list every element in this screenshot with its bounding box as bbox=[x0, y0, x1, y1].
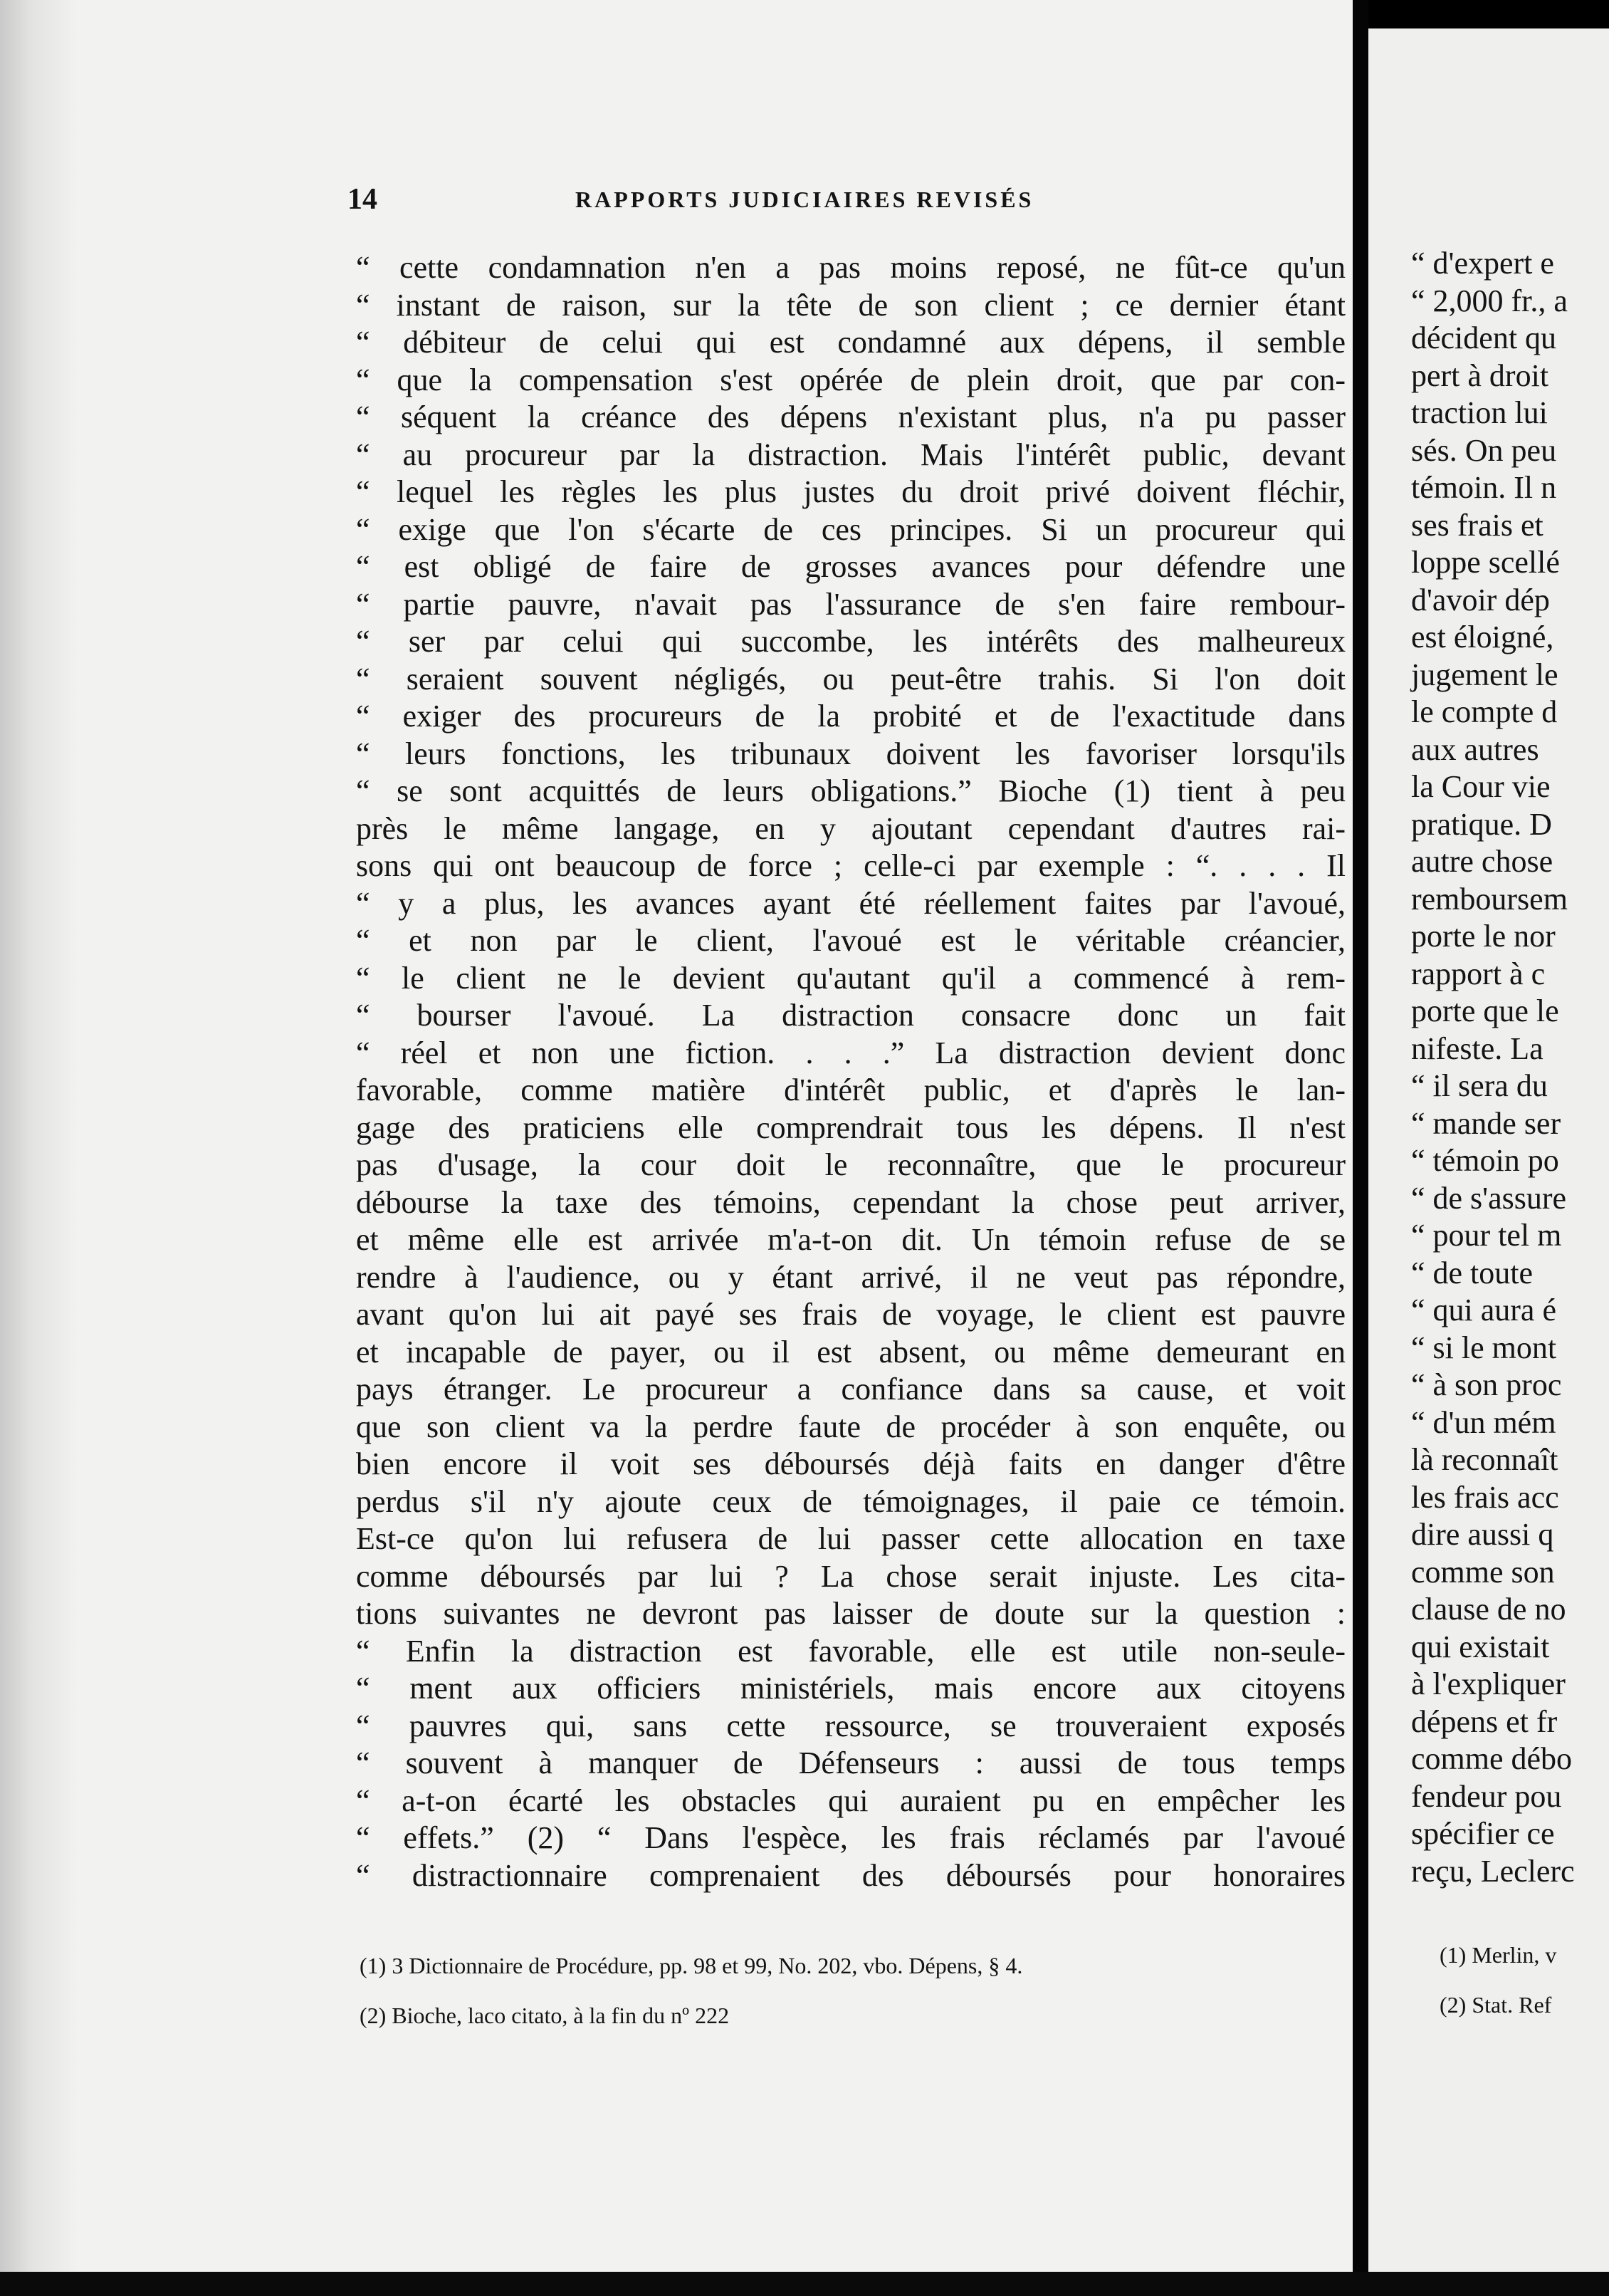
text-line: comme déboursés par lui ? La chose serait injuste. Les cita- bbox=[356, 1558, 1346, 1594]
text-line: débourse la taxe des témoins, cependant la chose peut arriver, bbox=[356, 1184, 1346, 1220]
text-line: “ seraient souvent négligés, ou peut-être trahis. Si l'on doit bbox=[356, 661, 1346, 696]
text-line: “ ser par celui qui succombe, les intérêts des malheureux bbox=[356, 624, 1346, 659]
main-text-column bbox=[356, 249, 1346, 1894]
running-title: RAPPORTS JUDICIAIRES REVISÉS bbox=[575, 187, 1034, 212]
text-line: rendre à l'audience, ou y étant arrivé, il ne veut pas répondre, bbox=[356, 1259, 1346, 1295]
right-page-text-line: le compte d bbox=[1411, 694, 1558, 729]
right-page-text-line: d'avoir dép bbox=[1411, 582, 1550, 617]
text-line: “ leurs fonctions, les tribunaux doivent les favoriser lorsqu'ils bbox=[356, 736, 1346, 771]
right-page-footnote-line: (1) Merlin, v bbox=[1440, 1942, 1557, 1968]
text-line: favorable, comme matière d'intérêt public, et d'après le lan- bbox=[356, 1073, 1346, 1107]
text-line: pas d'usage, la cour doit le reconnaître, que le procureur bbox=[356, 1147, 1346, 1182]
text-line: et même elle est arrivée m'a-t-on dit. Un témoin refuse de se bbox=[356, 1222, 1346, 1257]
text-line: “ débiteur de celui qui est condamné aux dépens, il semble bbox=[356, 325, 1346, 360]
right-page-text-line: spécifier ce bbox=[1411, 1816, 1555, 1851]
right-page-text-line: “ de toute bbox=[1411, 1255, 1534, 1290]
right-page-text-line: porte le nor bbox=[1411, 919, 1556, 954]
right-page-text-line: “ mande ser bbox=[1411, 1105, 1561, 1141]
text-line: “ bourser l'avoué. La distraction consacre donc un fait bbox=[356, 998, 1346, 1033]
text-line: que son client va la perdre faute de procéder à son enquête, ou bbox=[356, 1409, 1346, 1444]
scan-bottom-edge bbox=[0, 2272, 1609, 2296]
right-page-text-line: témoin. Il n bbox=[1411, 470, 1557, 505]
page-edge-stack bbox=[0, 0, 78, 2296]
right-page-text-line: dire aussi q bbox=[1411, 1517, 1554, 1552]
right-page-footnotes bbox=[1440, 1930, 1609, 2030]
right-page-text-line: à l'expliquer bbox=[1411, 1666, 1566, 1701]
right-page-text-line: “ il sera du bbox=[1411, 1068, 1548, 1103]
right-page-text-line: loppe scellé bbox=[1411, 545, 1560, 580]
right-page-text-line: “ de s'assure bbox=[1411, 1180, 1567, 1216]
right-page-text-line: la Cour vie bbox=[1411, 769, 1551, 804]
right-page-text-line: porte que le bbox=[1411, 993, 1559, 1028]
text-line: et incapable de payer, ou il est absent, ou même demeurant en bbox=[356, 1334, 1346, 1369]
right-page-text-line: là reconnaît bbox=[1411, 1442, 1558, 1477]
footnote-line: (2) Bioche, laco citato, à la fin du nº 222 bbox=[360, 2003, 730, 2028]
text-line: Est-ce qu'on lui refusera de lui passer cette allocation en taxe bbox=[356, 1521, 1346, 1556]
right-page-text-line: sés. On peu bbox=[1411, 432, 1557, 468]
text-line: “ lequel les règles les plus justes du droit privé doivent fléchir, bbox=[356, 474, 1346, 509]
right-page-text-line: aux autres bbox=[1411, 731, 1539, 767]
right-page-text-line: “ à son proc bbox=[1411, 1367, 1562, 1402]
right-page-text-line: ses frais et bbox=[1411, 507, 1544, 543]
text-line: “ exige que l'on s'écarte de ces principes. Si un procureur qui bbox=[356, 511, 1346, 547]
text-line: près le même langage, en y ajoutant cependant d'autres rai- bbox=[356, 810, 1346, 846]
right-page-text-line: rapport à c bbox=[1411, 956, 1546, 991]
text-line: perdus s'il n'y ajoute ceux de témoignages, il paie ce témoin. bbox=[356, 1483, 1346, 1519]
right-page-text-line: “ si le mont bbox=[1411, 1330, 1557, 1365]
right-page-text-line: remboursem bbox=[1411, 881, 1568, 917]
right-page-text-line: traction lui bbox=[1411, 395, 1548, 430]
text-line: “ se sont acquittés de leurs obligations.” Bioche (1) tient à peu bbox=[356, 773, 1346, 808]
right-page-text-line: autre chose bbox=[1411, 844, 1553, 879]
text-line: “ séquent la créance des dépens n'existant plus, n'a pu passer bbox=[356, 400, 1346, 434]
right-page-text-line: nifeste. La bbox=[1411, 1030, 1544, 1066]
right-page-text-line: pert à droit bbox=[1411, 358, 1549, 393]
text-line: “ le client ne le devient qu'autant qu'il a commencé à rem- bbox=[356, 960, 1346, 996]
right-page-text-line: “ d'un mém bbox=[1411, 1404, 1556, 1440]
right-page-text-line: qui existait bbox=[1411, 1629, 1550, 1664]
text-line: “ a-t-on écarté les obstacles qui auraient pu en empêcher les bbox=[356, 1783, 1346, 1818]
text-line: “ que la compensation s'est opérée de plein droit, que par con- bbox=[356, 362, 1346, 397]
text-line: “ et non par le client, l'avoué est le véritable créancier, bbox=[356, 923, 1346, 958]
text-line: “ partie pauvre, n'avait pas l'assurance de s'en faire rembour- bbox=[356, 586, 1346, 622]
text-line: “ est obligé de faire de grosses avances pour défendre une bbox=[356, 549, 1346, 584]
right-page-text-line: est éloigné, bbox=[1411, 620, 1554, 654]
right-page-text-line: clause de no bbox=[1411, 1592, 1566, 1627]
text-line: bien encore il voit ses déboursés déjà faits en danger d'être bbox=[356, 1446, 1346, 1481]
right-page-text-line: pratique. D bbox=[1411, 806, 1552, 842]
text-line: gage des praticiens elle comprendrait tous les dépens. Il n'est bbox=[356, 1110, 1346, 1145]
right-page-text-column bbox=[1411, 245, 1609, 1890]
right-page-text-line: comme débo bbox=[1411, 1741, 1573, 1776]
text-line: “ ment aux officiers ministériels, mais encore aux citoyens bbox=[356, 1671, 1346, 1706]
text-line: sons qui ont beaucoup de force ; celle-ci par exemple : “. . . . Il bbox=[356, 848, 1346, 883]
footnote-line: (1) 3 Dictionnaire de Procédure, pp. 98 et 99, No. 202, vbo. Dépens, § 4. bbox=[360, 1953, 1023, 1978]
text-line: pays étranger. Le procureur a confiance dans sa cause, et voit bbox=[356, 1372, 1346, 1407]
right-page-text-line: “ d'expert e bbox=[1411, 246, 1554, 281]
right-page-text-line: “ témoin po bbox=[1411, 1143, 1559, 1178]
text-line: “ réel et non une fiction. . . .” La distraction devient donc bbox=[356, 1035, 1346, 1070]
right-page-text-line: comme son bbox=[1411, 1554, 1555, 1590]
text-line: “ exiger des procureurs de la probité et de l'exactitude dans bbox=[356, 699, 1346, 734]
right-page-text-line: “ qui aura é bbox=[1411, 1293, 1556, 1327]
right-page-text-line: les frais acc bbox=[1411, 1479, 1559, 1515]
text-line: “ y a plus, les avances ayant été réellement faites par l'avoué, bbox=[356, 885, 1346, 921]
text-line: “ distractionnaire comprenaient des déboursés pour honoraires bbox=[356, 1857, 1346, 1893]
right-page-text-line: reçu, Leclerc bbox=[1411, 1853, 1575, 1889]
text-line: avant qu'on lui ait payé ses frais de voyage, le client est pauvre bbox=[356, 1297, 1346, 1332]
right-page-text-line: “ pour tel m bbox=[1411, 1218, 1562, 1253]
text-line: “ Enfin la distraction est favorable, elle est utile non-seule- bbox=[356, 1633, 1346, 1669]
right-page-text-line: jugement le bbox=[1411, 657, 1558, 692]
text-line: “ effets.” (2) “ Dans l'espèce, les frais réclamés par l'avoué bbox=[356, 1820, 1346, 1855]
right-page-top-shadow bbox=[1368, 0, 1609, 28]
text-line: “ souvent à manquer de Défenseurs : aussi de tous temps bbox=[356, 1746, 1346, 1780]
text-line: “ pauvres qui, sans cette ressource, se trouveraient exposés bbox=[356, 1708, 1346, 1743]
footnotes bbox=[360, 1941, 1342, 2040]
page-header bbox=[347, 182, 1344, 225]
page-number: 14 bbox=[347, 183, 377, 216]
right-page-text-line: décident qu bbox=[1411, 320, 1557, 355]
text-line: “ au procureur par la distraction. Mais l'intérêt public, devant bbox=[356, 437, 1346, 472]
right-page-text-line: fendeur pou bbox=[1411, 1778, 1562, 1814]
right-page-footnote-line: (2) Stat. Ref bbox=[1440, 1992, 1552, 2018]
right-page-text-line: dépens et fr bbox=[1411, 1703, 1558, 1739]
right-page-text-line: “ 2,000 fr., a bbox=[1411, 283, 1568, 318]
text-line: tions suivantes ne devront pas laisser de doute sur la question : bbox=[356, 1596, 1346, 1631]
text-line: “ cette condamnation n'en a pas moins reposé, ne fût-ce qu'un bbox=[356, 250, 1346, 285]
text-line: “ instant de raison, sur la tête de son client ; ce dernier étant bbox=[356, 287, 1346, 323]
